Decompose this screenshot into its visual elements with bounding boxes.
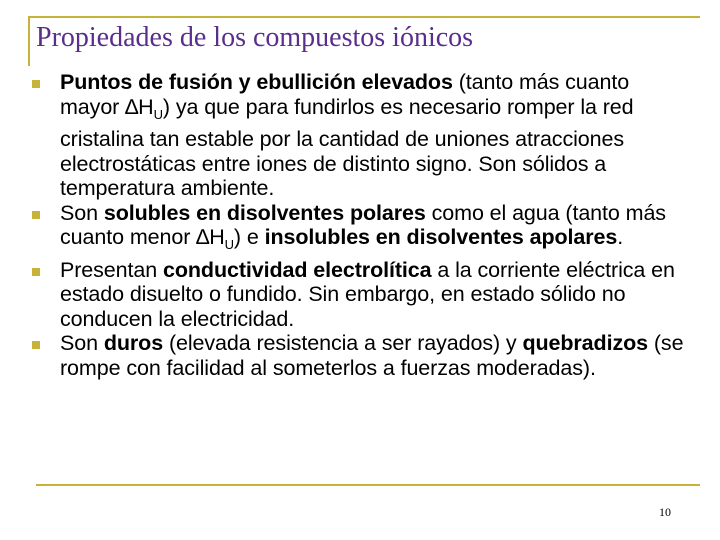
footer-divider (36, 484, 700, 486)
page-number: 10 (659, 505, 671, 519)
bullet-item-fusion (32, 70, 692, 201)
bullet-item-conductivity (32, 258, 692, 332)
square-bullet-icon (32, 80, 40, 88)
square-bullet-icon (32, 211, 40, 219)
bullet-bold-text: duros (103, 331, 164, 355)
bullet-text: . (617, 225, 624, 249)
slide-title: Propiedades de los compuestos iónicos (36, 22, 474, 53)
bullet-text: ) ya que para fundirlos es necesario romper la red cristalina tan estable por la cantidad de uniones atracciones electrostáticas entre iones de distinto signo. Son sólidos a temperatura ambiente. (60, 94, 634, 200)
delta-h-symbol: ∆H (196, 225, 225, 249)
bullet-text: (se rompe con facilidad al someterlos a fuerzas moderadas). (60, 331, 684, 380)
bullet-bold-text: Puntos de fusión y ebullición elevados (60, 70, 453, 94)
bullet-item-solubility (32, 201, 692, 258)
subscript-u: U (153, 106, 163, 122)
bullet-bold-text: conductividad electrolítica (162, 257, 432, 282)
bullet-text: como el agua (tanto más cuanto menor (60, 200, 666, 249)
bullet-list (32, 70, 692, 380)
title-frame-top-line (28, 16, 700, 18)
delta-h-symbol: ∆H (125, 94, 154, 119)
bullet-bold-text: insolubles en disolventes apolares (264, 225, 618, 249)
bullet-text: (elevada resistencia a ser rayados) y (163, 331, 523, 355)
square-bullet-icon (32, 341, 40, 349)
bullet-text: a la corriente eléctrica en estado disuelto o fundido. Sin embargo, en estado sólido no conducen la electricidad. (60, 257, 675, 331)
bullet-text: Son (60, 331, 104, 355)
bullet-text: Son (60, 200, 104, 225)
bullet-item-hardness (32, 331, 692, 380)
bullet-bold-text: solubles en disolventes polares (103, 200, 426, 225)
bullet-text: (tanto más cuanto mayor (60, 70, 630, 119)
bullet-text: ) e (233, 225, 265, 249)
bullet-text: Presentan (60, 257, 163, 282)
square-bullet-icon (32, 268, 40, 276)
subscript-u: U (224, 237, 234, 252)
title-frame-left-line (28, 16, 30, 66)
bullet-bold-text: quebradizos (522, 331, 648, 355)
